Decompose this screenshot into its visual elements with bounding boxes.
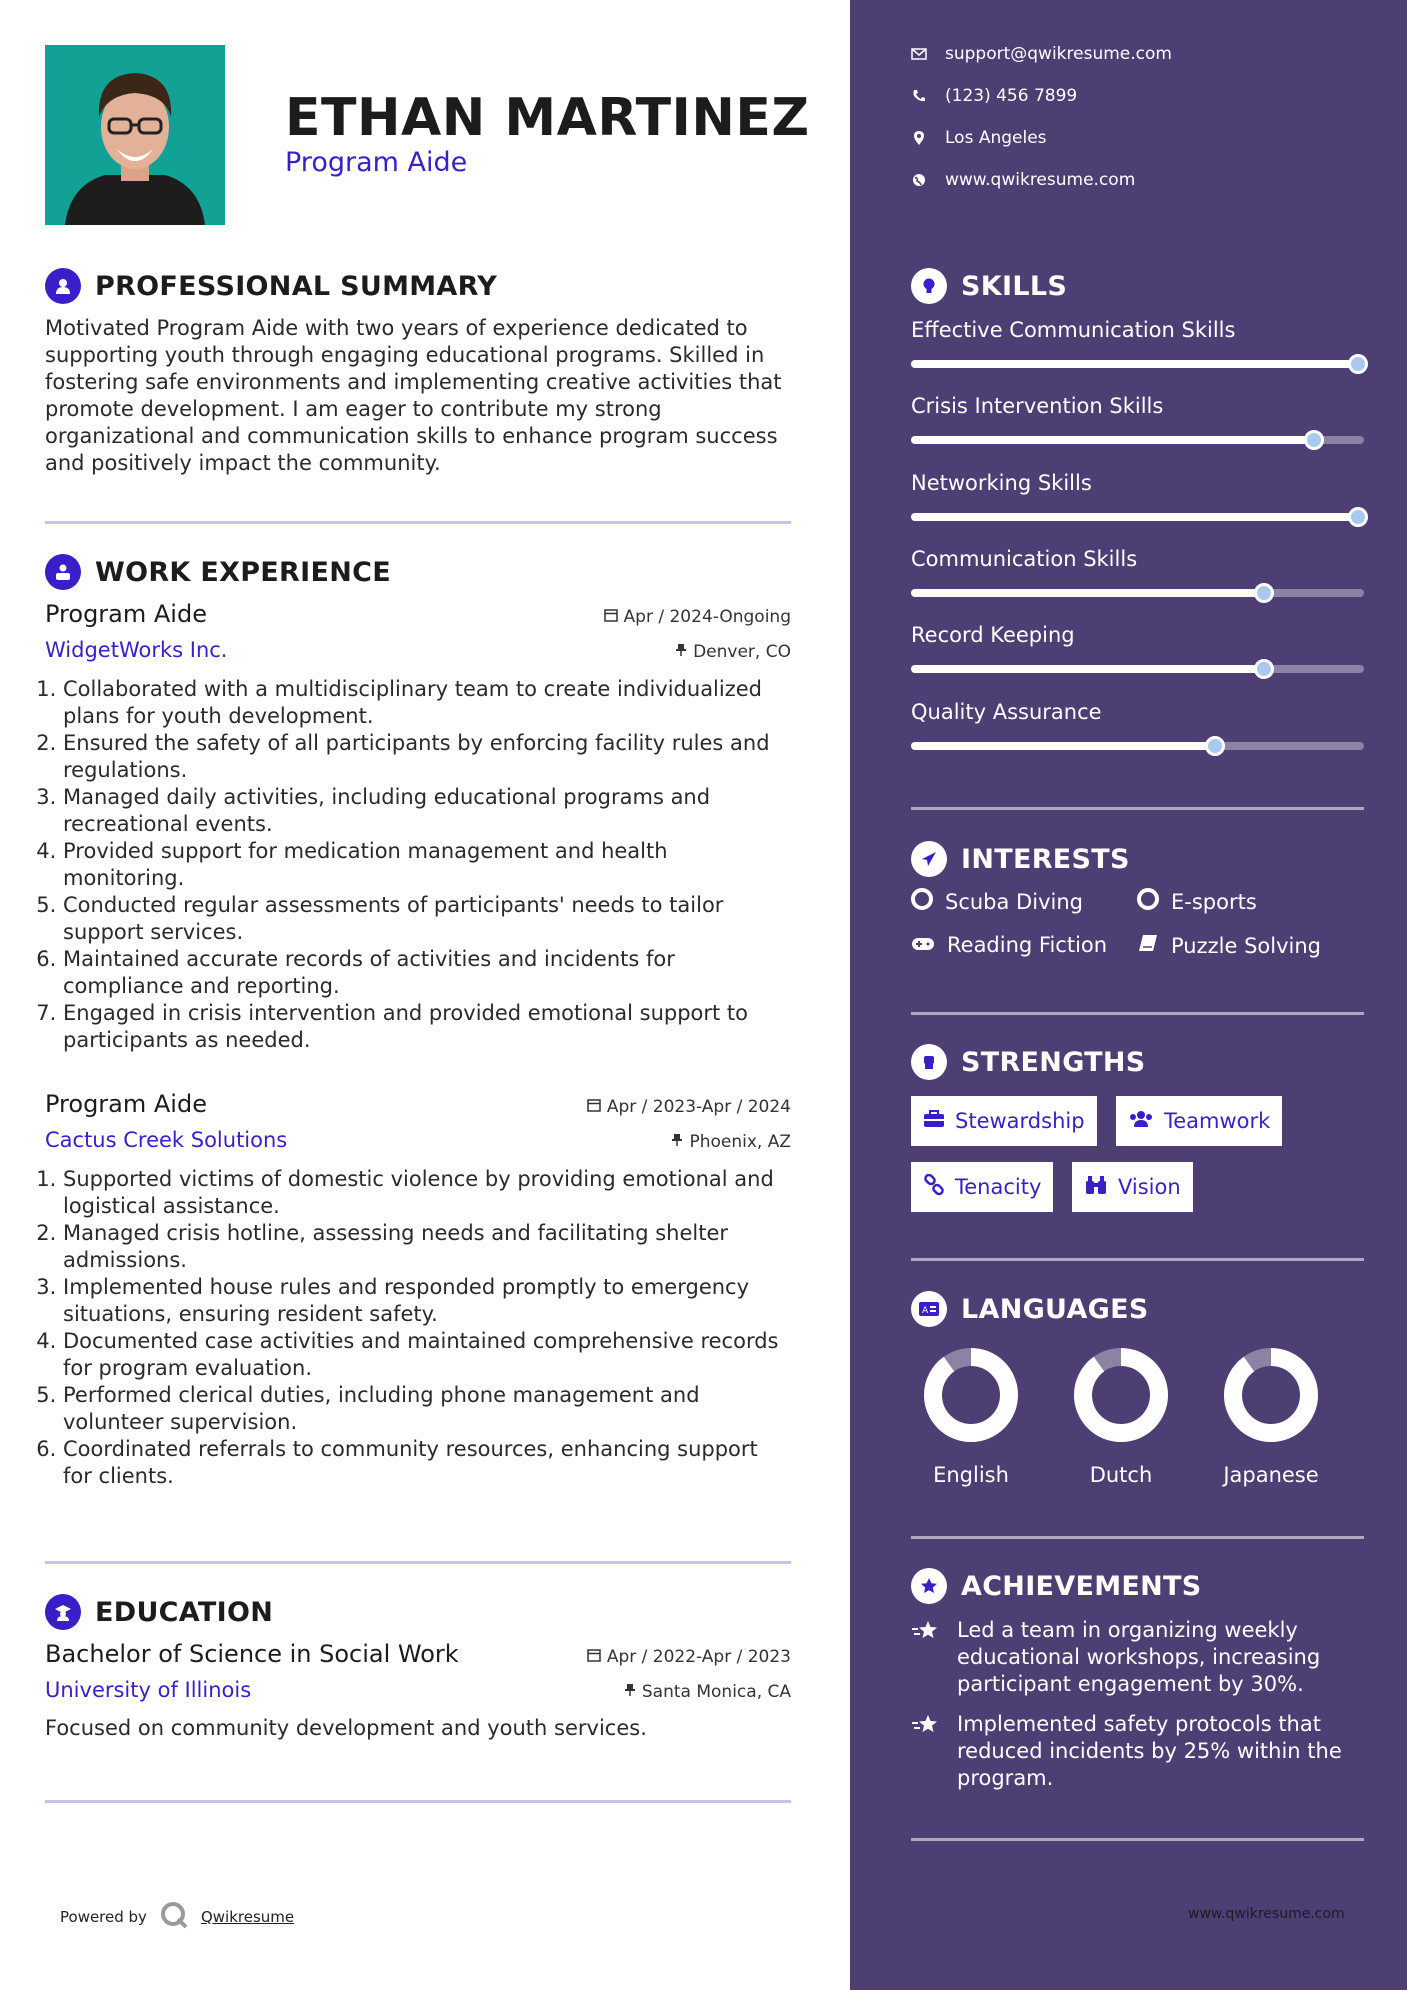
graduate-icon	[45, 1594, 81, 1630]
skill-label: Crisis Intervention Skills	[911, 394, 1164, 419]
section-divider	[45, 1561, 791, 1564]
education-dates-text: Apr / 2022-Apr / 2023	[606, 1647, 791, 1667]
interest-item	[911, 933, 1107, 957]
summary-text: Motivated Program Aide with two years of experience dedicated to supporting youth through engaging educational programs. Skilled in fostering safe environments and implementing creative activities that promote development. I am eager to contribute my strong organizational and communication skills to enhance program success and positively impact the community.	[45, 316, 782, 475]
contact-phone-text[interactable]: (123) 456 7899	[945, 86, 1078, 106]
globe-icon	[911, 172, 927, 188]
lifebuoy-icon	[911, 888, 933, 915]
job-dates-text: Apr / 2023-Apr / 2024	[606, 1097, 791, 1117]
section-divider	[45, 1800, 791, 1803]
user-icon	[45, 268, 81, 304]
lightbulb-icon	[911, 268, 947, 304]
skill-label: Effective Communication Skills	[911, 318, 1236, 342]
summary-title: PROFESSIONAL SUMMARY	[95, 270, 498, 302]
footer-site[interactable]: www.qwikresume.com	[1188, 1906, 1345, 1922]
sidebar-divider	[911, 807, 1364, 810]
contact-email	[911, 44, 1172, 64]
skill-level-knob	[1348, 507, 1368, 527]
language-ring-fill	[933, 1357, 1009, 1433]
sidebar-divider	[911, 1258, 1364, 1261]
job-location	[675, 642, 791, 662]
strength-label: Stewardship	[955, 1109, 1085, 1133]
language-item	[1066, 1345, 1176, 1487]
sidebar-divider	[911, 1012, 1364, 1015]
location-pin-icon	[911, 130, 927, 146]
strength-label: Tenacity	[955, 1175, 1042, 1199]
interest-item	[1137, 888, 1257, 915]
job-dates	[604, 607, 791, 627]
skill-bar-fill	[911, 436, 1314, 444]
education-title: EDUCATION	[95, 1596, 274, 1628]
language-label: English	[933, 1463, 1009, 1487]
section-divider	[45, 521, 791, 524]
job-title: Program Aide	[45, 1090, 207, 1118]
pin-icon	[675, 642, 687, 662]
lifebuoy-icon	[1137, 888, 1159, 915]
interests-title: INTERESTS	[961, 843, 1130, 875]
job-company: Cactus Creek Solutions	[45, 1128, 288, 1152]
language-item	[916, 1345, 1026, 1487]
language-ring	[1221, 1345, 1321, 1445]
achievement-item	[911, 1617, 1364, 1698]
candidate-name: ETHAN MARTINEZ	[285, 88, 810, 148]
powered-by-label: Powered by	[60, 1908, 147, 1926]
language-ring	[1071, 1345, 1171, 1445]
skill-bar	[911, 665, 1364, 673]
skill-bar	[911, 589, 1364, 597]
powered-by	[60, 1900, 294, 1934]
job-location-text: Denver, CO	[693, 642, 791, 662]
education-dates	[587, 1647, 791, 1667]
language-label: Japanese	[1223, 1463, 1319, 1487]
skill-label: Communication Skills	[911, 546, 1138, 571]
skill-bar-fill	[911, 742, 1215, 750]
skills-title: SKILLS	[961, 270, 1068, 302]
skill-bar-fill	[911, 665, 1264, 673]
skill-bar-fill	[911, 360, 1364, 368]
achievement-text: Led a team in organizing weekly educational workshops, increasing participant engagement by 30%.	[957, 1618, 1321, 1696]
interest-label: Scuba Diving	[945, 889, 1083, 914]
job-bullets	[45, 1166, 791, 1490]
strength-chip	[1072, 1162, 1193, 1212]
interest-label: Puzzle Solving	[1171, 933, 1321, 958]
interest-label: Reading Fiction	[947, 933, 1108, 957]
skill-bar-fill	[911, 513, 1364, 521]
list-item: 4. Documented case activities and maintained comprehensive records for program evaluation.	[63, 1328, 791, 1382]
degree-title: Bachelor of Science in Social Work	[45, 1640, 459, 1668]
job-location-text: Phoenix, AZ	[689, 1132, 791, 1152]
languages-heading	[911, 1291, 1149, 1327]
list-item: 2. Managed crisis hotline, assessing needs and facilitating shelter admissions.	[63, 1220, 791, 1274]
briefcase-user-icon	[45, 554, 81, 590]
star-badge-icon	[911, 1568, 947, 1604]
sidebar-divider	[911, 1838, 1364, 1841]
strength-label: Teamwork	[1164, 1109, 1271, 1133]
strength-chip	[911, 1096, 1097, 1146]
skill-item	[911, 394, 1364, 444]
skill-label: Networking Skills	[911, 470, 1092, 495]
job-bullets	[45, 676, 791, 1054]
gamepad-icon	[911, 933, 935, 957]
strength-chip	[911, 1162, 1053, 1212]
language-ring	[921, 1345, 1021, 1445]
skill-label: Quality Assurance	[911, 699, 1102, 724]
school-name: University of Illinois	[45, 1678, 252, 1702]
contact-location-text: Los Angeles	[945, 128, 1047, 148]
strength-label: Vision	[1118, 1175, 1181, 1199]
list-item: 1. Supported victims of domestic violence by providing emotional and logistical assistance.	[63, 1166, 791, 1220]
skill-bar	[911, 436, 1364, 444]
pin-icon	[624, 1682, 636, 1702]
list-item: 1. Collaborated with a multidisciplinary team to create individualized plans for youth development.	[63, 676, 791, 730]
skill-item	[911, 471, 1364, 521]
language-label: Dutch	[1089, 1463, 1153, 1487]
skill-bar	[911, 360, 1364, 368]
skill-label: Record Keeping	[911, 623, 1075, 648]
job-company: WidgetWorks Inc.	[45, 638, 228, 662]
skill-bar-fill	[911, 589, 1264, 597]
book-icon	[1137, 933, 1159, 958]
summary-heading	[45, 268, 497, 304]
education-location-text: Santa Monica, CA	[641, 1682, 791, 1702]
envelope-icon	[911, 46, 927, 62]
achievement-text: Implemented safety protocols that reduced incidents by 25% within the program.	[957, 1712, 1342, 1790]
list-item: 6. Coordinated referrals to community resources, enhancing support for clients.	[63, 1436, 791, 1490]
pin-icon	[671, 1132, 683, 1152]
language-ring-fill	[1233, 1357, 1309, 1433]
strengths-heading	[911, 1044, 1146, 1080]
phone-icon	[911, 88, 927, 104]
link-icon	[923, 1174, 945, 1201]
achievement-item	[911, 1711, 1364, 1792]
qwikresume-link[interactable]: Qwikresume	[200, 1908, 295, 1926]
svg-text:A: A	[922, 1306, 929, 1316]
languages-title: LANGUAGES	[961, 1293, 1149, 1325]
candidate-role: Program Aide	[285, 147, 468, 178]
work-title: WORK EXPERIENCE	[95, 556, 391, 588]
interest-item	[911, 888, 1083, 915]
calendar-icon	[587, 1097, 601, 1117]
strength-chip	[1116, 1096, 1282, 1146]
education-entry	[45, 1640, 791, 1740]
star-icon	[911, 1617, 943, 1698]
list-item: 3. Managed daily activities, including educational programs and recreational events.	[63, 784, 791, 838]
contact-email-text[interactable]: support@qwikresume.com	[945, 44, 1172, 64]
contact-website-text[interactable]: www.qwikresume.com	[945, 170, 1136, 190]
list-item: 4. Provided support for medication management and health monitoring.	[63, 838, 791, 892]
briefcase-icon	[923, 1109, 945, 1133]
work-heading	[45, 554, 391, 590]
skills-heading	[911, 268, 1067, 304]
paper-plane-icon	[911, 841, 947, 877]
job-dates	[587, 1097, 791, 1117]
skill-bar	[911, 513, 1364, 521]
list-item: 3. Implemented house rules and responded promptly to emergency situations, ensuring resident safety.	[63, 1274, 791, 1328]
skill-item	[911, 547, 1364, 597]
education-heading	[45, 1594, 273, 1630]
contact-phone	[911, 86, 1077, 106]
sidebar-divider	[911, 1536, 1364, 1539]
interests-heading	[911, 841, 1130, 877]
list-item: 2. Ensured the safety of all participants by enforcing facility rules and regulations.	[63, 730, 791, 784]
skill-level-knob	[1205, 736, 1225, 756]
profile-photo	[45, 45, 225, 225]
language-icon	[911, 1291, 947, 1327]
fist-icon	[911, 1044, 947, 1080]
job-dates-text: Apr / 2024-Ongoing	[623, 607, 791, 627]
achievements-heading	[911, 1568, 1202, 1604]
interest-item	[1137, 933, 1321, 958]
job-title: Program Aide	[45, 600, 207, 628]
skill-level-knob	[1348, 354, 1368, 374]
skill-item	[911, 623, 1364, 673]
skill-bar	[911, 742, 1364, 750]
list-item: 6. Maintained accurate records of activities and incidents for compliance and reporting.	[63, 946, 791, 1000]
contact-location	[911, 128, 1047, 148]
skill-item	[911, 318, 1364, 368]
binoculars-icon	[1084, 1175, 1108, 1200]
users-icon	[1128, 1109, 1154, 1133]
star-icon	[911, 1711, 943, 1792]
education-location	[624, 1682, 791, 1702]
qwikresume-logo-icon	[159, 1900, 189, 1934]
skill-item	[911, 700, 1364, 750]
language-ring-fill	[1083, 1357, 1159, 1433]
calendar-icon	[587, 1647, 601, 1667]
calendar-icon	[604, 607, 618, 627]
job-location	[671, 1132, 791, 1152]
education-description: Focused on community development and youth services.	[45, 1716, 647, 1740]
list-item: 5. Conducted regular assessments of participants' needs to tailor support services.	[63, 892, 791, 946]
achievements-title: ACHIEVEMENTS	[961, 1570, 1202, 1602]
list-item: 7. Engaged in crisis intervention and provided emotional support to participants as needed.	[63, 1000, 791, 1054]
contact-website	[911, 170, 1135, 190]
strengths-title: STRENGTHS	[961, 1046, 1146, 1078]
list-item: 5. Performed clerical duties, including phone management and volunteer supervision.	[63, 1382, 791, 1436]
job-entry	[45, 1090, 791, 1490]
job-entry	[45, 600, 791, 1054]
interest-label: E-sports	[1171, 889, 1257, 914]
language-item	[1216, 1345, 1326, 1487]
